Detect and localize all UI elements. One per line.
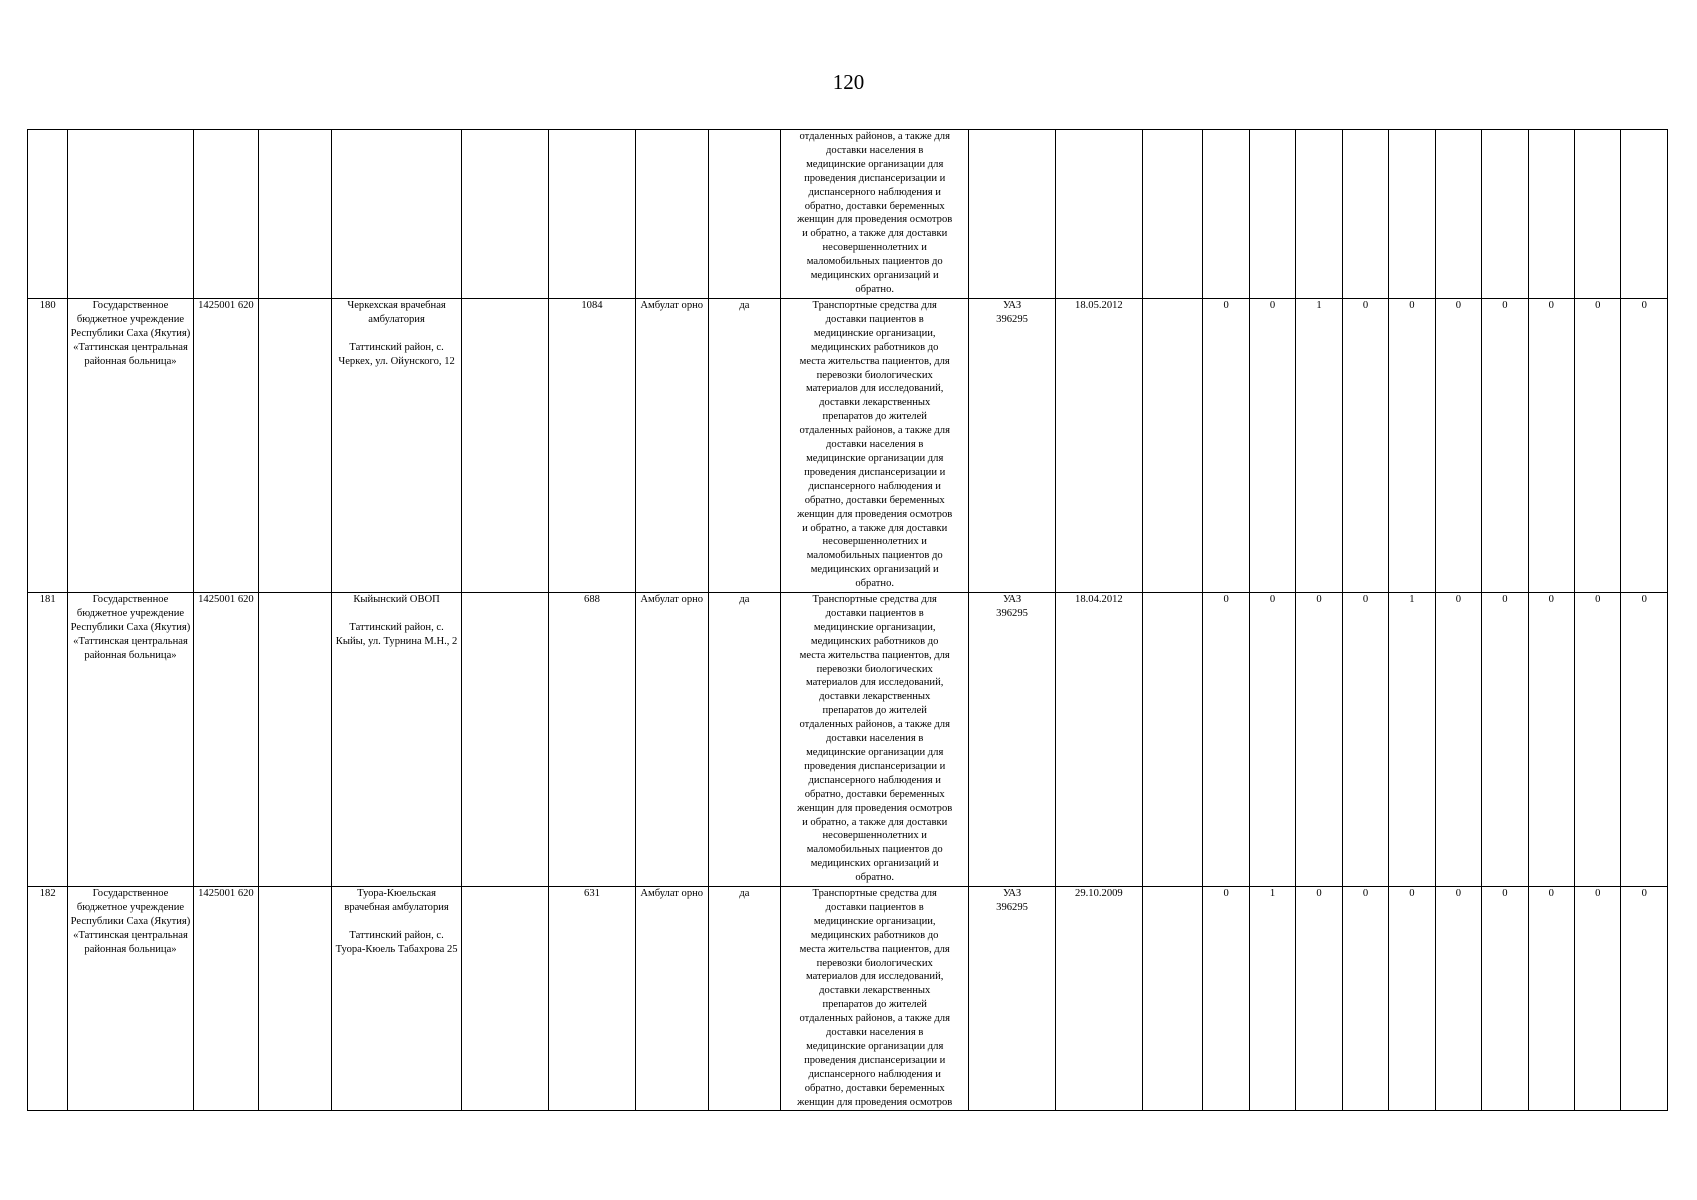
cell-no: 180: [28, 299, 68, 593]
cell-count: 0: [1621, 593, 1668, 887]
cell-count: 0: [1482, 299, 1528, 593]
cell-purpose: Транспортные средства для доставки пациентов в медицинские организации, медицинских работников до места жительства пациентов, для перевозки биологических материалов для исследований, доставки лекарственных препаратов до жителей отдаленных районов, а также для доставки населения в медицинские организации для проведения диспансеризации и диспансерного наблюдения и обратно, доставки беременных женщин для проведения осмотров и обратно, а также для доставки несовершеннолетних и маломобильных пациентов до медицинских организаций и обратно.: [781, 299, 969, 593]
cell-count: [1621, 130, 1668, 299]
cell-date: 29.10.2009: [1055, 887, 1142, 1111]
cell-count: 0: [1575, 299, 1621, 593]
cell-count: 0: [1296, 593, 1342, 887]
cell-count: 0: [1435, 299, 1481, 593]
cell-org: Государственное бюджетное учреждение Республики Саха (Якутия) «Таттинская центральная районная больница»: [68, 299, 193, 593]
cell-type: [635, 130, 708, 299]
cell-count: 1: [1296, 299, 1342, 593]
cell-blank: [259, 299, 332, 593]
cell-blank: [259, 593, 332, 887]
cell-blank: [462, 299, 549, 593]
cell-count: 0: [1342, 299, 1388, 593]
cell-blank: [1142, 887, 1203, 1111]
cell-date: 18.05.2012: [1055, 299, 1142, 593]
cell-flag: да: [708, 299, 781, 593]
cell-no: [28, 130, 68, 299]
cell-count: [1203, 130, 1249, 299]
cell-count: 0: [1528, 593, 1574, 887]
cell-blank: [462, 887, 549, 1111]
cell-count: 0: [1389, 887, 1435, 1111]
page-number: 120: [832, 70, 865, 94]
table-row: [28, 593, 1668, 887]
cell-count: 1: [1249, 887, 1295, 1111]
cell-purpose: Транспортные средства для доставки пациентов в медицинские организации, медицинских работников до места жительства пациентов, для перевозки биологических материалов для исследований, доставки лекарственных препаратов до жителей отдаленных районов, а также для доставки населения в медицинские организации для проведения диспансеризации и диспансерного наблюдения и обратно, доставки беременных женщин для проведения осмотров: [781, 887, 969, 1111]
cell-count: 0: [1435, 887, 1481, 1111]
cell-inn: 1425001 620: [193, 887, 259, 1111]
cell-type: Амбулат орно: [635, 593, 708, 887]
cell-count: 0: [1389, 299, 1435, 593]
cell-unit: Черкехская врачебная амбулатория Таттинский район, с. Черкех, ул. Ойунского, 12: [331, 299, 461, 593]
cell-flag: да: [708, 887, 781, 1111]
cell-date: 18.04.2012: [1055, 593, 1142, 887]
cell-purpose: Транспортные средства для доставки пациентов в медицинские организации, медицинских работников до места жительства пациентов, для перевозки биологических материалов для исследований, доставки лекарственных препаратов до жителей отдаленных районов, а также для доставки населения в медицинские организации для проведения диспансеризации и диспансерного наблюдения и обратно, доставки беременных женщин для проведения осмотров и обратно, а также для доставки несовершеннолетних и маломобильных пациентов до медицинских организаций и обратно.: [781, 593, 969, 887]
table-row: [28, 299, 1668, 593]
cell-date: [1055, 130, 1142, 299]
cell-count: 0: [1575, 887, 1621, 1111]
cell-flag: [708, 130, 781, 299]
registry-table: [27, 129, 1668, 1111]
cell-inn: 1425001 620: [193, 299, 259, 593]
cell-unit: Кыйынский ОВОП Таттинский район, с. Кыйы, ул. Турнина М.Н., 2: [331, 593, 461, 887]
cell-count: 0: [1342, 887, 1388, 1111]
cell-count: [1528, 130, 1574, 299]
cell-count: [1389, 130, 1435, 299]
cell-unit: Туора-Кюельская врачебная амбулатория Таттинский район, с. Туора-Кюель Табахрова 25: [331, 887, 461, 1111]
cell-code: 1084: [549, 299, 636, 593]
cell-count: 1: [1389, 593, 1435, 887]
cell-vehicle: УАЗ 396295: [969, 887, 1056, 1111]
cell-org: Государственное бюджетное учреждение Республики Саха (Якутия) «Таттинская центральная районная больница»: [68, 887, 193, 1111]
cell-count: [1342, 130, 1388, 299]
cell-purpose: отдаленных районов, а также для доставки населения в медицинские организации для проведения диспансеризации и диспансерного наблюдения и обратно, доставки беременных женщин для проведения осмотров и обратно, а также для доставки несовершеннолетних и маломобильных пациентов до медицинских организаций и обратно.: [781, 130, 969, 299]
cell-count: 0: [1482, 593, 1528, 887]
cell-count: [1435, 130, 1481, 299]
cell-code: [549, 130, 636, 299]
cell-count: 0: [1249, 593, 1295, 887]
cell-count: 0: [1528, 299, 1574, 593]
cell-code: 631: [549, 887, 636, 1111]
table-row-continuation: [28, 130, 1668, 299]
cell-count: 0: [1203, 299, 1249, 593]
cell-inn: 1425001 620: [193, 593, 259, 887]
cell-vehicle: УАЗ 396295: [969, 593, 1056, 887]
cell-count: 0: [1203, 593, 1249, 887]
cell-no: 181: [28, 593, 68, 887]
cell-flag: да: [708, 593, 781, 887]
cell-count: 0: [1482, 887, 1528, 1111]
cell-blank: [1142, 299, 1203, 593]
cell-count: 0: [1435, 593, 1481, 887]
cell-vehicle: УАЗ 396295: [969, 299, 1056, 593]
cell-count: 0: [1203, 887, 1249, 1111]
cell-count: 0: [1528, 887, 1574, 1111]
cell-count: [1249, 130, 1295, 299]
cell-type: Амбулат орно: [635, 299, 708, 593]
cell-count: 0: [1342, 593, 1388, 887]
cell-count: [1575, 130, 1621, 299]
cell-no: 182: [28, 887, 68, 1111]
cell-blank: [462, 130, 549, 299]
cell-count: 0: [1296, 887, 1342, 1111]
cell-unit: [331, 130, 461, 299]
cell-count: [1482, 130, 1528, 299]
cell-blank: [1142, 593, 1203, 887]
cell-org: Государственное бюджетное учреждение Республики Саха (Якутия) «Таттинская центральная районная больница»: [68, 593, 193, 887]
cell-blank: [259, 130, 332, 299]
cell-blank: [1142, 130, 1203, 299]
cell-count: [1296, 130, 1342, 299]
cell-count: 0: [1621, 299, 1668, 593]
cell-inn: [193, 130, 259, 299]
cell-vehicle: [969, 130, 1056, 299]
cell-count: 0: [1575, 593, 1621, 887]
cell-code: 688: [549, 593, 636, 887]
table-row: [28, 887, 1668, 1111]
cell-count: 0: [1249, 299, 1295, 593]
cell-blank: [462, 593, 549, 887]
cell-org: [68, 130, 193, 299]
cell-count: 0: [1621, 887, 1668, 1111]
cell-blank: [259, 887, 332, 1111]
cell-type: Амбулат орно: [635, 887, 708, 1111]
